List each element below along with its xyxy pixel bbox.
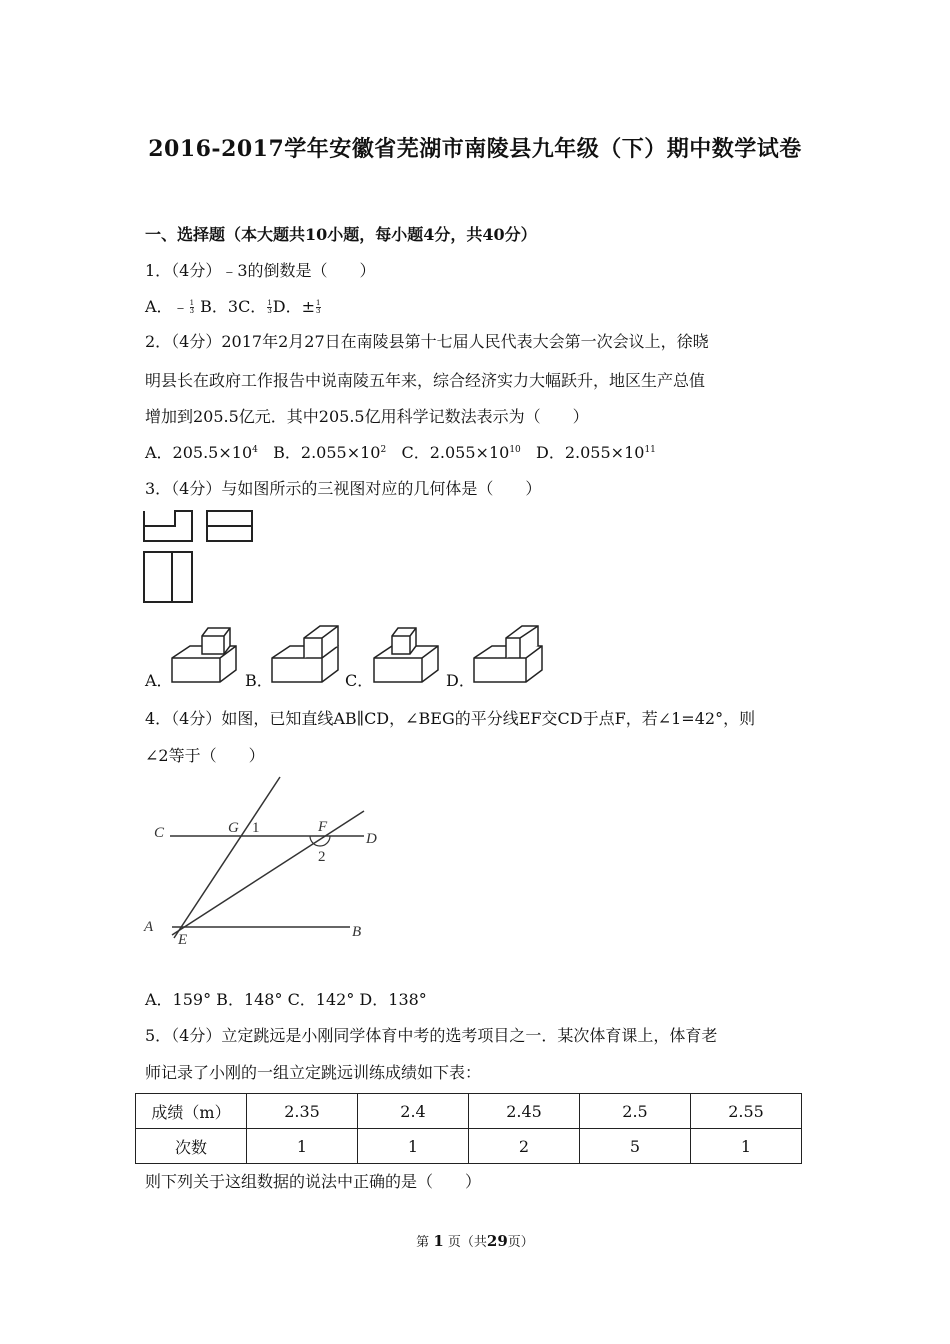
label-c: C xyxy=(154,825,165,841)
page-title: 2016-2017学年安徽省芜湖市南陵县九年级（下）期中数学试卷 xyxy=(148,136,802,162)
three-view-figure xyxy=(140,506,260,606)
q1-option-a: A．﹣ xyxy=(145,297,189,316)
fraction: $\frac{1}{3}$ xyxy=(316,299,321,315)
label-1: 1 xyxy=(252,820,260,836)
solid-label-c: C． xyxy=(345,671,374,690)
q2-options: A．$205.5\times 10^4$ B．$2.055\times 10^2$ C．$2.055\times 10^{10}$ D．$2.055\times 10^{11}$ xyxy=(145,443,656,462)
table-cell: 2.5 xyxy=(580,1094,691,1129)
label-2: 2 xyxy=(318,849,326,865)
table-cell: 2 xyxy=(469,1129,580,1164)
q2-option-c: C．2.055×10 xyxy=(401,443,510,462)
table-cell: 次数 xyxy=(136,1129,247,1164)
solid-option-b xyxy=(268,624,348,686)
top-view xyxy=(144,552,192,602)
solid-option-a xyxy=(168,624,248,686)
table-cell: 2.45 xyxy=(469,1094,580,1129)
fraction: $\frac{1}{3}$ xyxy=(189,299,195,315)
table-cell: 5 xyxy=(580,1129,691,1164)
q2-line-2: 明县长在政府工作报告中说南陵五年来，综合经济实力大幅跃升，地区生产总值 xyxy=(145,371,706,390)
q1-stem: 1．（4分）﹣3的倒数是（ ） xyxy=(145,261,376,280)
label-b: B xyxy=(352,924,362,940)
label-d: D xyxy=(366,831,377,847)
q1-option-d: D．± xyxy=(272,297,316,316)
label-g: G xyxy=(228,820,239,836)
q2-line-3: 增加到205.5亿元．其中205.5亿用科学记数法表示为（ ） xyxy=(145,407,589,426)
line-eg xyxy=(174,777,280,938)
solid-label-a: A． xyxy=(145,671,173,690)
parallel-lines-figure xyxy=(140,775,390,955)
q5-after-table: 则下列关于这组数据的说法中正确的是（ ） xyxy=(145,1172,482,1191)
q4-line-1: 4．（4分）如图，已知直线AB∥CD，∠BEG的平分线EF交CD于点F，若∠1=42°，则 xyxy=(145,709,756,728)
label-f: F xyxy=(318,819,328,835)
table-cell: 2.4 xyxy=(358,1094,469,1129)
solid-option-c xyxy=(370,624,450,686)
section-heading: 一、选择题（本大题共10小题，每小题4分，共40分） xyxy=(145,225,537,244)
solid-label-d: D． xyxy=(446,671,475,690)
table-cell: 1 xyxy=(358,1129,469,1164)
q4-line-2: ∠2等于（ ） xyxy=(145,746,265,765)
q4-options: A．159° B．148° C．142° D．138° xyxy=(145,990,427,1009)
table-cell: 2.55 xyxy=(691,1094,802,1129)
side-view xyxy=(207,511,252,541)
fraction: $\frac{1}{3}$ xyxy=(267,299,272,315)
label-e: E xyxy=(178,932,188,948)
label-a: A xyxy=(144,919,154,935)
table-row xyxy=(136,1094,802,1129)
table-cell: 2.35 xyxy=(247,1094,358,1129)
table-row xyxy=(136,1129,802,1164)
table-cell: 成绩（m） xyxy=(136,1094,247,1129)
table-cell: 1 xyxy=(247,1129,358,1164)
q5-line-2: 师记录了小刚的一组立定跳远训练成绩如下表： xyxy=(145,1063,482,1082)
q2-option-a: A．205.5×10 xyxy=(145,443,253,462)
solid-label-b: B． xyxy=(245,671,273,690)
line-ef xyxy=(172,811,364,935)
front-view xyxy=(144,511,192,541)
q1-option-bc: B．3C． xyxy=(200,297,267,316)
q5-line-1: 5．（4分）立定跳远是小刚同学体育中考的选考项目之一．某次体育课上，体育老 xyxy=(145,1026,718,1045)
page-footer: 第 1 页（共29页） xyxy=(416,1232,534,1250)
q2-option-b: B．2.055×10 xyxy=(273,443,381,462)
scores-table xyxy=(135,1093,802,1164)
q2-line-1: 2．（4分）2017年2月27日在南陵县第十七届人民代表大会第一次会议上，徐晓 xyxy=(145,332,709,351)
q1-options xyxy=(145,294,322,317)
q2-option-d: D．2.055×10 xyxy=(536,443,645,462)
table-cell: 1 xyxy=(691,1129,802,1164)
solid-option-d xyxy=(470,624,550,686)
q3-stem: 3．（4分）与如图所示的三视图对应的几何体是（ ） xyxy=(145,479,542,498)
